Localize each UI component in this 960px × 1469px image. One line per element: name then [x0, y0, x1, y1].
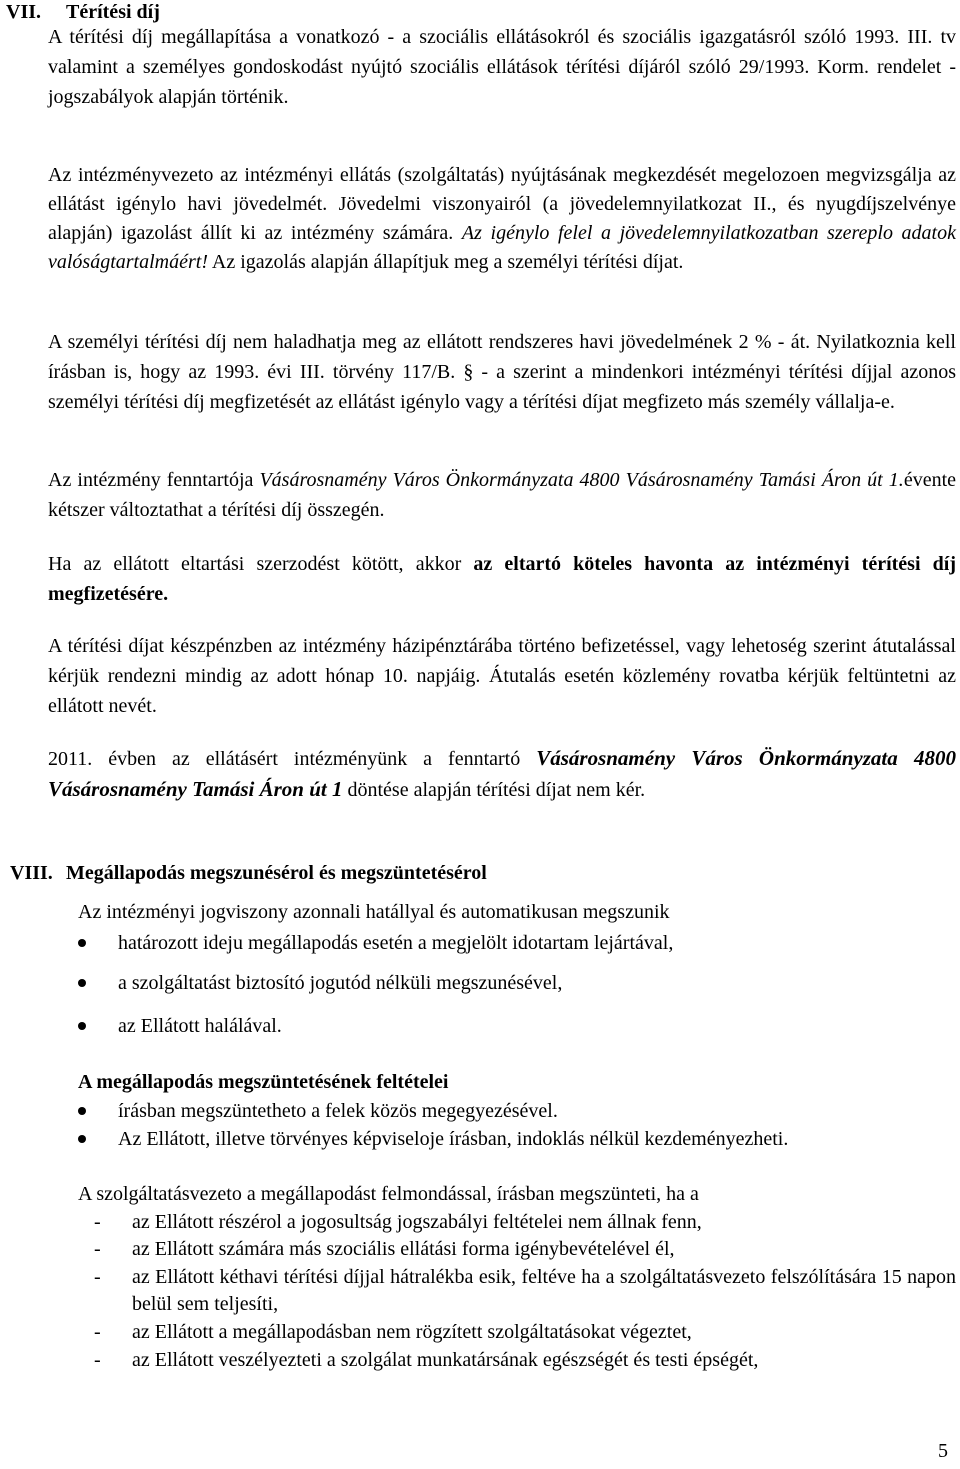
- bullet-icon: [78, 1107, 86, 1115]
- paragraph-text: évente kétszer változtathat a térítési díj összegén.: [48, 469, 956, 521]
- dash-marker: -: [94, 1321, 101, 1343]
- list-item-text: Az Ellátott, illetve törvényes képviseloje írásban, indoklás nélkül kezdeményezheti.: [118, 1128, 789, 1150]
- bullet-icon: [78, 1022, 86, 1030]
- italic-notice: Az igénylo felel a jövedelemnyilatkozatban szereplo adatok valóságtartalmáért!: [48, 222, 956, 273]
- maintainer-name-bold: Vásárosnamény Város Önkormányzata 4800 Vásárosnamény Tamási Áron út 1: [48, 746, 956, 801]
- list-item-text: az Ellátott veszélyezteti a szolgálat munkatársának egészségét és testi épségét,: [132, 1349, 759, 1371]
- section-title: Térítési díj: [66, 1, 160, 23]
- paragraph-text: 2011. évben az ellátásért intézményünk a fenntartó: [48, 748, 537, 770]
- paragraph-text: Ha az ellátott eltartási szerzodést kötött, akkor: [48, 553, 474, 575]
- section-heading-vii: [6, 0, 160, 24]
- paragraph-legal-basis: A térítési díj megállapítása a vonatkozó - a szociális ellátásokról és szociális igazgatásról szóló 1993. III. tv valamint a személyes gondoskodást nyújtó szociális ellátások térítési díjáról szóló 29/1993. Korm. rendelet - jogszabályok alapján történik.: [48, 26, 956, 108]
- list-item: [94, 1347, 956, 1374]
- paragraph-text: Az intézményvezeto az intézményi ellátás (szolgáltatás) nyújtásának megkezdését megelozoen megvizsgálja az ellátást igénylo havi jövedelmét. Jövedelmi viszonyairól (a jövedelemnyilatkozat II., és nyugdíjszelvénye alapján) igazolást állít ki az intézmény számára.: [48, 164, 956, 244]
- bullet-icon: [78, 939, 86, 947]
- list-item-text: határozott ideju megállapodás esetén a megjelölt idotartam lejártával,: [118, 932, 674, 954]
- section-number: VIII.: [10, 862, 53, 884]
- paragraph-fee-limit: A személyi térítési díj nem haladhatja meg az ellátott rendszeres havi jövedelmének 2 % - át. Nyilatkoznia kell írásban is, hogy az 1993. évi III. törvény 117/B. § - a szerint a mindenkori intézményi térítési díjjal azonos személyi térítési díj megfizetését az ellátást igénylo vagy a térítési díjat megfizeto más személy vállalja-e.: [48, 331, 956, 413]
- termination-intro: Az intézményi jogviszony azonnali hatállyal és automatikusan megszunik: [78, 901, 670, 923]
- list-item-text: írásban megszüntetheto a felek közös megegyezésével.: [118, 1100, 558, 1122]
- bold-obligation: az eltartó köteles havonta az intézményi térítési díj megfizetésére.: [48, 553, 956, 605]
- paragraph-maintainer: [48, 465, 956, 525]
- paragraph-text: Az igazolás alapján állapítjuk meg a személyi térítési díjat.: [208, 251, 684, 273]
- dash-marker: -: [94, 1266, 101, 1288]
- dash-marker: -: [94, 1211, 101, 1233]
- list-item-text: a szolgáltatást biztosító jogutód nélküli megszunésével,: [118, 972, 563, 994]
- list-item-text: az Ellátott kéthavi térítési díjjal hátralékba esik, feltéve ha a szolgáltatásvezeto felszólítására 15 napon belül sem teljesíti,: [132, 1266, 956, 1315]
- paragraph-2011-decision: [48, 743, 956, 805]
- section-number: VII.: [6, 1, 42, 23]
- list-item: [94, 1319, 956, 1346]
- list-item-text: az Ellátott a megállapodásban nem rögzített szolgáltatásokat végeztet,: [132, 1321, 692, 1343]
- paragraph-maintenance-contract: [48, 549, 956, 609]
- list-item-text: az Ellátott számára más szociális ellátási forma igénybevételével él,: [132, 1238, 675, 1260]
- bullet-icon: [78, 1135, 86, 1143]
- paragraph-text: Az intézmény fenntartója: [48, 469, 260, 491]
- list-item-text: az Ellátott halálával.: [118, 1015, 282, 1037]
- maintainer-name: Vásárosnamény Város Önkormányzata 4800 Vásárosnamény Tamási Áron út 1.: [259, 469, 904, 491]
- list-item: [94, 1209, 956, 1236]
- page-number: 5: [938, 1440, 948, 1462]
- conditions-heading: A megállapodás megszüntetésének feltételei: [78, 1071, 449, 1093]
- paragraph-payment: A térítési díjat készpénzben az intézmény házipénztárába történo befizetéssel, vagy lehetoség szerint átutalással kérjük rendezni mindig az adott hónap 10. napjáig. Átutalás esetén közlemény rovatba kérjük feltüntetni az ellátott nevét.: [48, 635, 956, 717]
- section-heading-viii: [10, 861, 487, 885]
- dash-marker: -: [94, 1238, 101, 1260]
- section-title: Megállapodás megszunésérol és megszüntetésérol: [66, 862, 487, 884]
- paragraph-text: döntése alapján térítési díjat nem kér.: [342, 779, 646, 801]
- list-item-text: az Ellátott részérol a jogosultság jogszabályi feltételei nem állnak fenn,: [132, 1211, 702, 1233]
- list-item: [94, 1236, 956, 1263]
- notice-intro: A szolgáltatásvezeto a megállapodást felmondással, írásban megszünteti, ha a: [78, 1183, 699, 1205]
- bullet-icon: [78, 979, 86, 987]
- dash-marker: -: [94, 1349, 101, 1371]
- paragraph-income-check: [48, 161, 956, 277]
- list-item: [94, 1264, 956, 1318]
